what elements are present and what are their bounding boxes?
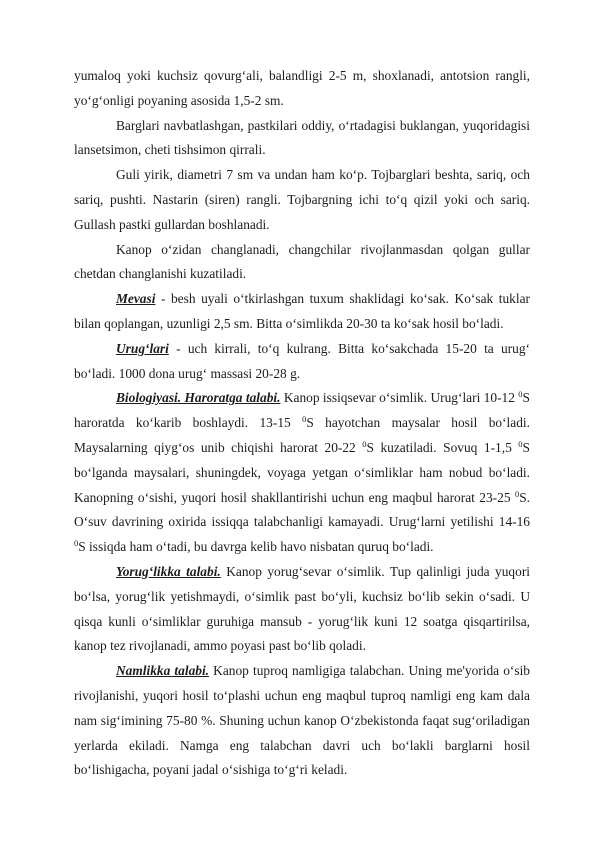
paragraph-text: S kuzatiladi. Sovuq 1-1,5 bbox=[366, 439, 519, 455]
degree-superscript: 0 bbox=[362, 438, 367, 449]
paragraph bbox=[74, 386, 530, 560]
paragraph-text: Barglari navbatlashgan, pastkilari oddiy, o‘rtadagisi buklangan, yuqoridagisi lansetsimon, cheti tishsimon qirrali. bbox=[74, 117, 530, 158]
paragraph-text: S haroratda ko‘karib boshlaydi. 13-15 bbox=[74, 390, 530, 431]
section-term: Urug‘lari bbox=[116, 340, 169, 356]
paragraph bbox=[74, 337, 530, 387]
paragraph-text: yumaloq yoki kuchsiz qovurg‘ali, balandligi 2-5 m, shoxlanadi, antotsion rangli, yo‘g‘onligi poyaning asosida 1,5-2 sm. bbox=[74, 68, 530, 108]
paragraph-text: S issiqda ham o‘tadi, bu davrga kelib havo nisbatan quruq bo‘ladi. bbox=[78, 539, 434, 555]
degree-superscript: 0 bbox=[518, 438, 523, 449]
paragraph bbox=[74, 114, 530, 164]
degree-superscript: 0 bbox=[514, 488, 520, 499]
paragraph-text: Kanop o‘zidan changlanadi, changchilar rivojlanmasdan qolgan gullar chetdan changlanishi kuzatiladi. bbox=[74, 241, 530, 282]
section-term: Yorug‘likka talabi. bbox=[116, 563, 221, 579]
body-text bbox=[74, 64, 530, 783]
degree-superscript: 0 bbox=[518, 389, 523, 400]
paragraph-text: - uch kirrali, to‘q kulrang. Bitta ko‘sakchada 15-20 ta urug‘ bo‘ladi. 1000 dona urug‘ massasi 20-28 g. bbox=[74, 340, 530, 381]
paragraph-text: Guli yirik, diametri 7 sm va undan ham ko‘p. Tojbarglari beshta, sariq, och sariq, pushti. Nastarin (siren) rangli. Tojbargning ichi to‘q qizil yoki och sariq. Gullash pastki gullardan boshlanadi. bbox=[74, 167, 530, 232]
paragraph-text: S hayotchan maysalar hosil bo‘ladi. Maysalarning qiyg‘os unib chiqishi harorat 20-22 bbox=[74, 415, 530, 455]
degree-superscript: 0 bbox=[302, 414, 307, 425]
paragraph bbox=[74, 287, 530, 337]
paragraph-text: Kanop tuproq namligiga talabchan. Uning me'yorida o‘sib rivojlanishi, yuqori hosil to‘plashi uchun eng maqbul tuproq namligi eng kam dala nam sig‘imining 75-80 %. Shuning uchun kanop O‘zbekistonda faqat sug‘oriladigan yerlarda ekiladi. Namga eng talabchan davri uch bo‘lakli barglarni hosil bo‘lishigacha, poyani jadal o‘sishiga to‘g‘ri keladi. bbox=[74, 663, 530, 778]
paragraph bbox=[74, 238, 530, 288]
paragraph-text: Kanop issiqsevar o‘simlik. Urug‘lari 10-12 bbox=[280, 390, 519, 406]
paragraph-text: Kanop yorug‘sevar o‘simlik. Tup qalinligi juda yuqori bo‘lsa, yorug‘lik yetishmaydi, o‘simlik past bo‘yli, kuchsiz bo‘lib sekin o‘sadi. U qisqa kunli o‘simliklar guruhiga mansub - yorug‘lik kuni 12 soatga qisqartirilsa, kanop tez rivojlanadi, ammo poyasi past bo‘lib qoladi. bbox=[74, 563, 530, 654]
paragraph bbox=[74, 659, 530, 783]
degree-superscript: 0 bbox=[74, 538, 79, 549]
paragraph bbox=[74, 560, 530, 659]
section-term: Biologiyasi. Haroratga talabi. bbox=[116, 390, 281, 406]
paragraph-text: - besh uyali o‘tkirlashgan tuxum shaklidagi ko‘sak. Ko‘sak tuklar bilan qoplangan, uzunligi 2,5 sm. Bitta o‘simlikda 20-30 ta ko‘sak hosil bo‘ladi. bbox=[74, 291, 530, 331]
paragraph bbox=[74, 64, 530, 114]
section-term: Namlikka talabi. bbox=[116, 663, 210, 679]
paragraph bbox=[74, 163, 530, 237]
section-term: Mevasi bbox=[116, 291, 156, 307]
paragraph-text: S. O‘suv davrining oxirida issiqqa talabchanligi kamayadi. Urug‘larni yetilishi 14-16 bbox=[74, 489, 530, 530]
paragraph-text: S bo‘lganda maysalari, shuningdek, voyaga yetgan o‘simliklar ham nobud bo‘ladi. Kanopning o‘sishi, yuqori hosil shakllantirishi uchun eng maqbul harorat 23-25 bbox=[74, 439, 530, 505]
